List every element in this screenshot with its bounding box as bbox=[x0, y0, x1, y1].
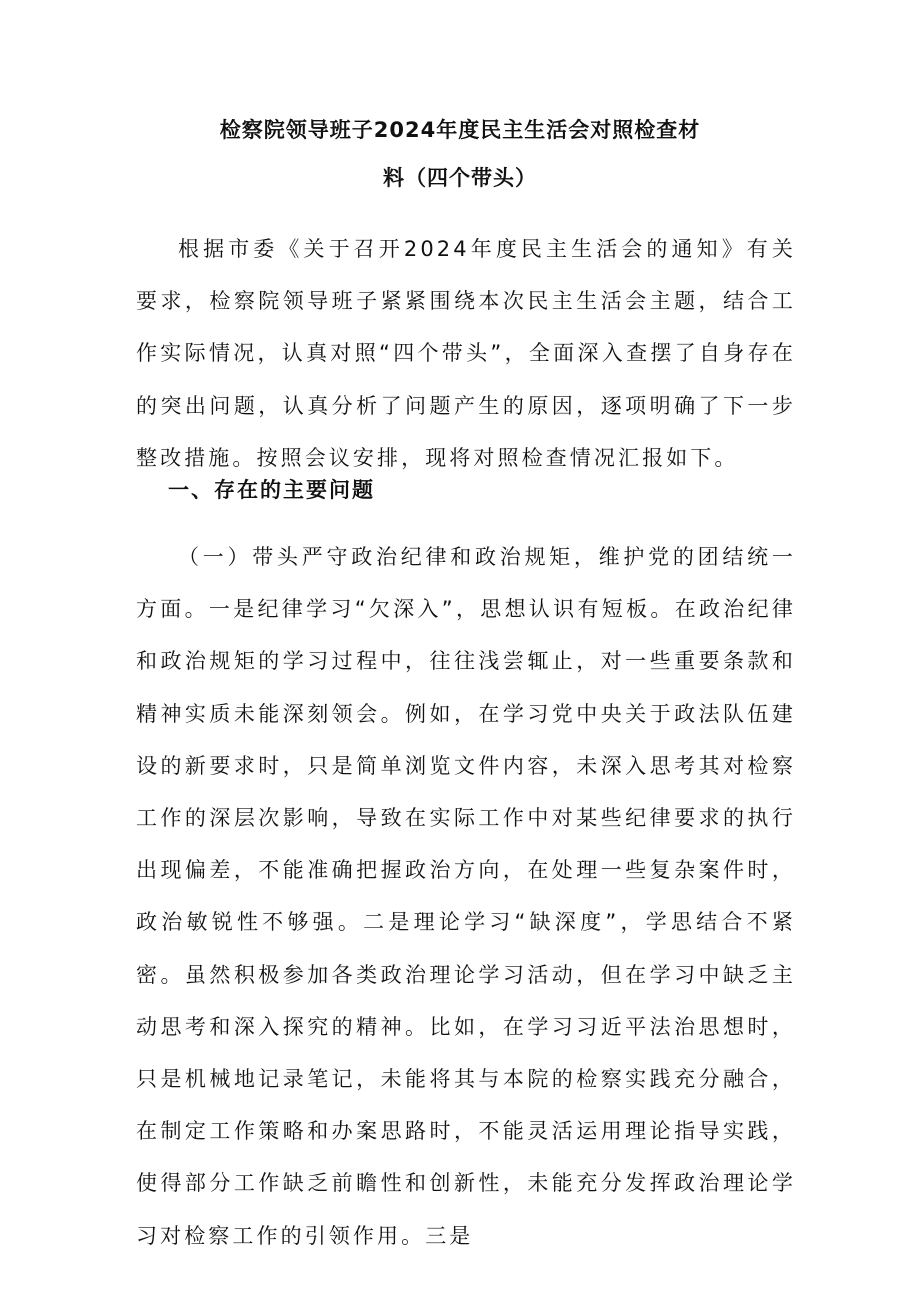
document-title-line2: 料（四个带头） bbox=[383, 166, 537, 190]
section-heading: 一、存在的主要问题 bbox=[168, 478, 375, 502]
document-title-line1: 检察院领导班子2024年度民主生活会对照检查材 bbox=[219, 118, 701, 142]
intro-paragraph: 根据市委《关于召开2024年度民主生活会的通知》有关要求，检察院领导班子紧紧围绕本次民主生活会主题，结合工作实际情况，认真对照“四个带头”，全面深入查摆了自身存在的突出问题，认真分析了问题产生的原因，逐项明确了下一步整改措施。按照会议安排，现将对照检查情况汇报如下。 bbox=[136, 237, 796, 470]
section-paragraph: （一）带头严守政治纪律和政治规矩，维护党的团结统一方面。一是纪律学习“欠深入”，思想认识有短板。在政治纪律和政治规矩的学习过程中，往往浅尝辄止，对一些重要条款和精神实质未能深刻领会。例如，在学习党中央关于政法队伍建设的新要求时，只是简单浏览文件内容，未深入思考其对检察工作的深层次影响，导致在实际工作中对某些纪律要求的执行出现偏差，不能准确把握政治方向，在处理一些复杂案件时，政治敏锐性不够强。二是理论学习“缺深度”，学思结合不紧密。虽然积极参加各类政治理论学习活动，但在学习中缺乏主动思考和深入探究的精神。比如，在学习习近平法治思想时，只是机械地记录笔记，未能将其与本院的检察实践充分融合，在制定工作策略和办案思路时，不能灵活运用理论指导实践，使得部分工作缺乏前瞻性和创新性，未能充分发挥政治理论学习对检察工作的引领作用。三是 bbox=[136, 545, 796, 1248]
